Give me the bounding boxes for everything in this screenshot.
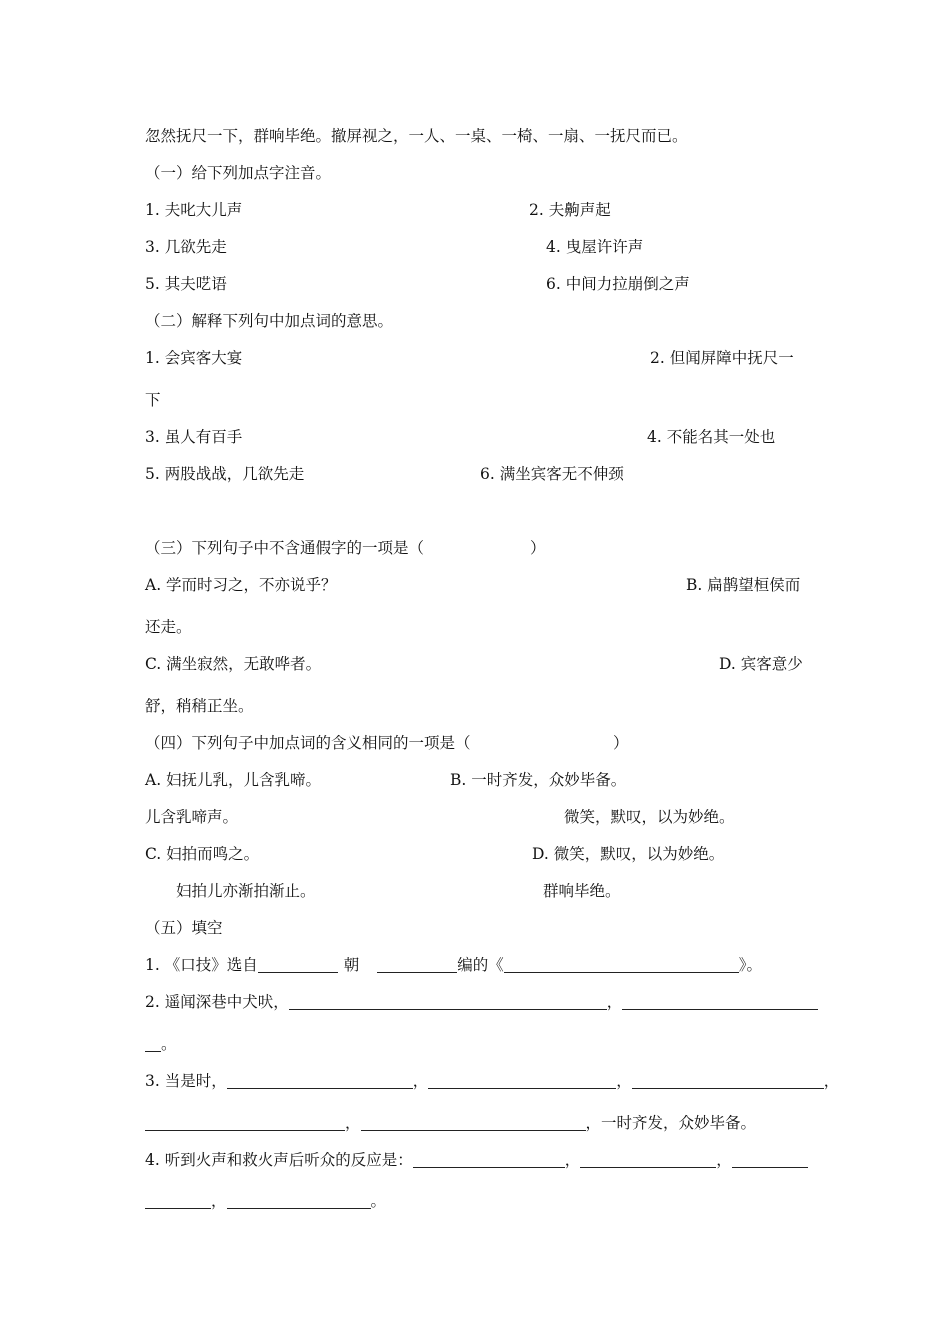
s2-item-6: 6. 满坐宾客无不伸颈 xyxy=(480,465,624,483)
s4-option-d-line2: 群响毕绝。 xyxy=(543,882,621,900)
q4-text-c: ， xyxy=(716,1151,732,1169)
s3-option-c: C. 满坐寂然，无敢哗者。 xyxy=(145,655,322,673)
s1-item-4: 4. 曳屋许许声 xyxy=(546,238,644,256)
intro-text: 忽然抚尺一下，群响毕绝。撤屏视之，一人、一桌、一椅、一扇、一抚尺而已。 xyxy=(145,127,688,145)
fill-q3-line2 xyxy=(145,1113,756,1133)
q1-text-d: 》。 xyxy=(738,956,763,974)
q2-blank-2[interactable] xyxy=(622,993,818,1010)
q4-blank-3-end[interactable] xyxy=(145,1192,211,1209)
q4-text-e: 。 xyxy=(370,1192,387,1210)
q4-text-a: 4. 听到火声和救火声后听众的反应是： xyxy=(145,1151,413,1169)
s4-option-b-line2: 微笑，默叹，以为妙绝。 xyxy=(564,808,735,826)
q3-text-f: ，一时齐发，众妙毕备。 xyxy=(585,1114,757,1132)
q3-blank-4[interactable] xyxy=(145,1114,345,1131)
s3-option-d: D. 宾客意少 xyxy=(719,655,803,673)
s1-item-3: 3. 几欲先走 xyxy=(145,238,227,256)
s4-option-c: C. 妇拍而鸣之。 xyxy=(145,845,260,863)
q2-blank-2-end[interactable] xyxy=(145,1035,161,1052)
section-4-heading: （四）下列句子中加点词的含义相同的一项是（ xyxy=(145,734,471,752)
s2-item-1: 1. 会宾客大宴 xyxy=(145,349,243,367)
s1-item-2: 2. 夫齁声起 xyxy=(529,201,611,219)
s2-item-5: 5. 两股战战，几欲先走 xyxy=(145,465,305,483)
q3-blank-5[interactable] xyxy=(361,1114,586,1131)
s2-item-4: 4. 不能名其一处也 xyxy=(647,428,776,446)
q3-text-e: ， xyxy=(345,1114,361,1132)
q3-text-b: ， xyxy=(412,1072,429,1090)
q4-text-b: ， xyxy=(564,1151,581,1169)
q3-text-d: ， xyxy=(823,1072,840,1090)
fill-q2 xyxy=(145,992,818,1012)
q3-blank-3[interactable] xyxy=(632,1072,824,1089)
q4-blank-2[interactable] xyxy=(580,1151,716,1168)
s2-item-3: 3. 虽人有百手 xyxy=(145,428,243,446)
q2-blank-1[interactable] xyxy=(289,993,607,1010)
s3-option-d-wrap: 舒，稍稍正坐。 xyxy=(145,697,254,715)
q3-text-a: 3. 当是时， xyxy=(145,1072,227,1090)
q4-blank-1[interactable] xyxy=(413,1151,565,1168)
q3-blank-1[interactable] xyxy=(227,1072,413,1089)
fill-q1 xyxy=(145,955,762,975)
q1-text-c: 编的《 xyxy=(457,956,504,974)
s2-item-2-wrap: 下 xyxy=(145,391,161,409)
s1-item-6: 6. 中间力拉崩倒之声 xyxy=(546,275,690,293)
q3-blank-2[interactable] xyxy=(428,1072,616,1089)
q4-text-d: ， xyxy=(211,1192,227,1210)
q2-text-b: ， xyxy=(606,993,623,1011)
s1-item-5: 5. 其夫呓语 xyxy=(145,275,227,293)
q4-blank-4[interactable] xyxy=(227,1192,371,1209)
section-2-heading: （二）解释下列句中加点词的意思。 xyxy=(145,312,394,330)
q1-blank-1[interactable] xyxy=(258,956,338,973)
fill-q2-wrap xyxy=(145,1034,177,1054)
q1-text-b: 朝 xyxy=(343,956,360,974)
fill-q4-line2 xyxy=(145,1191,386,1211)
q2-text-c: 。 xyxy=(161,1035,177,1053)
section-3-heading: （三）下列句子中不含通假字的一项是（ xyxy=(145,539,425,557)
s4-option-c-line2: 妇拍儿亦渐拍渐止。 xyxy=(176,882,316,900)
section-5-heading: （五）填空 xyxy=(145,919,223,937)
s1-item-1: 1. 夫叱大儿声 xyxy=(145,201,243,219)
q4-blank-3[interactable] xyxy=(732,1151,808,1168)
q1-blank-3[interactable] xyxy=(504,956,739,973)
section-1-heading: （一）给下列加点字注音。 xyxy=(145,164,332,182)
s4-option-a: A. 妇抚儿乳，儿含乳啼。 xyxy=(145,771,322,789)
q1-text-a: 1. 《口技》选自 xyxy=(145,956,258,974)
s4-option-d: D. 微笑，默叹，以为妙绝。 xyxy=(532,845,725,863)
q2-text-a: 2. 遥闻深巷中犬吠， xyxy=(145,993,289,1011)
fill-q3 xyxy=(145,1071,839,1091)
s3-option-b: B. 扁鹊望桓侯而 xyxy=(686,576,801,594)
s2-item-2: 2. 但闻屏障中抚尺一 xyxy=(650,349,794,367)
s4-option-b: B. 一时齐发，众妙毕备。 xyxy=(450,771,627,789)
s3-option-a: A. 学而时习之，不亦说乎？ xyxy=(145,576,337,594)
section-3-close-paren: ） xyxy=(530,539,546,557)
s3-option-b-wrap: 还走。 xyxy=(145,618,192,636)
q3-text-c: ， xyxy=(616,1072,632,1090)
fill-q4 xyxy=(145,1150,808,1170)
q1-blank-2[interactable] xyxy=(377,956,457,973)
s4-option-a-line2: 儿含乳啼声。 xyxy=(145,808,239,826)
section-4-close-paren: ） xyxy=(613,734,629,752)
